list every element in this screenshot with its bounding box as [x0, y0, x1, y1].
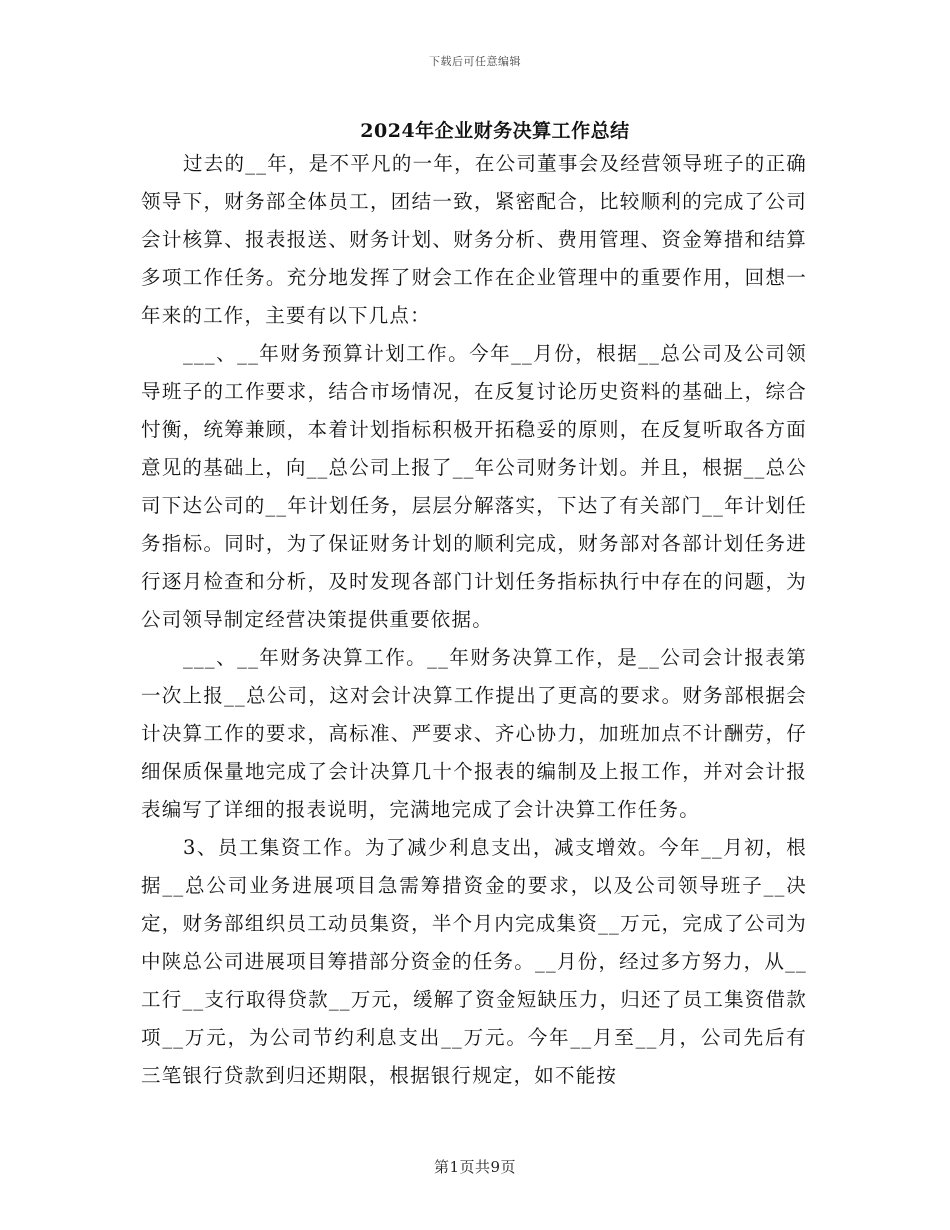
paragraph-intro: 过去的__年，是不平凡的一年，在公司董事会及经营领导班子的正确领导下，财务部全体员工，团结一致，紧密配合，比较顺利的完成了公司会计核算、报表报送、财务计划、财务分析、费用管理、资金筹措和结算多项工作任务。充分地发挥了财会工作在企业管理中的重要作用，回想一年来的工作，主要有以下几点： — [141, 152, 807, 327]
paragraph-final-accounts: ___、__年财务决算工作。__年财务决算工作，是__公司会计报表第一次上报__总公司，这对会计决算工作提出了更高的要求。财务部根据会计决算工作的要求，高标准、严要求、齐心协力，加班加点不计酬劳，仔细保质保量地完成了会计决算几十个报表的编制及上报工作，并对会计报表编写了详细的报表说明，完满地完成了会计决算工作任务。 — [141, 646, 807, 821]
paragraph-employee-fundraising: 3、员工集资工作。为了减少利息支出，减支增效。今年__月初，根据__总公司业务进展项目急需筹措资金的要求，以及公司领导班子__决定，财务部组织员工动员集资，半个月内完成集资__万元，完成了公司为中陕总公司进展项目筹措部分资金的任务。__月份，经过多方努力，从__工行__支行取得贷款__万元，缓解了资金短缺压力，归还了员工集资借款项__万元，为公司节约利息支出__万元。今年__月至__月，公司先后有三笔银行贷款到归还期限，根据银行规定，如不能按 — [141, 836, 807, 1087]
page-indicator: 第1页共9页 — [433, 1158, 517, 1176]
document-body — [141, 145, 807, 1095]
paragraph-budget-plan: ___、__年财务预算计划工作。今年__月份，根据__总公司及公司领导班子的工作要求，结合市场情况，在反复讨论历史资料的基础上，综合忖衡，统筹兼顾，本着计划指标积极开拓稳妥的原则，在反复听取各方面意见的基础上，向__总公司上报了__年公司财务计划。并且，根据__总公司下达公司的__年计划任务，层层分解落实，下达了有关部门__年计划任务指标。同时，为了保证财务计划的顺利完成，财务部对各部计划任务进行逐月检查和分析，及时发现各部门计划任务指标执行中存在的问题，为公司领导制定经营决策提供重要依据。 — [141, 342, 808, 631]
header-note: 下载后可任意编辑 — [429, 55, 521, 68]
document-title: 2024年企业财务决算工作总结 — [360, 120, 630, 142]
